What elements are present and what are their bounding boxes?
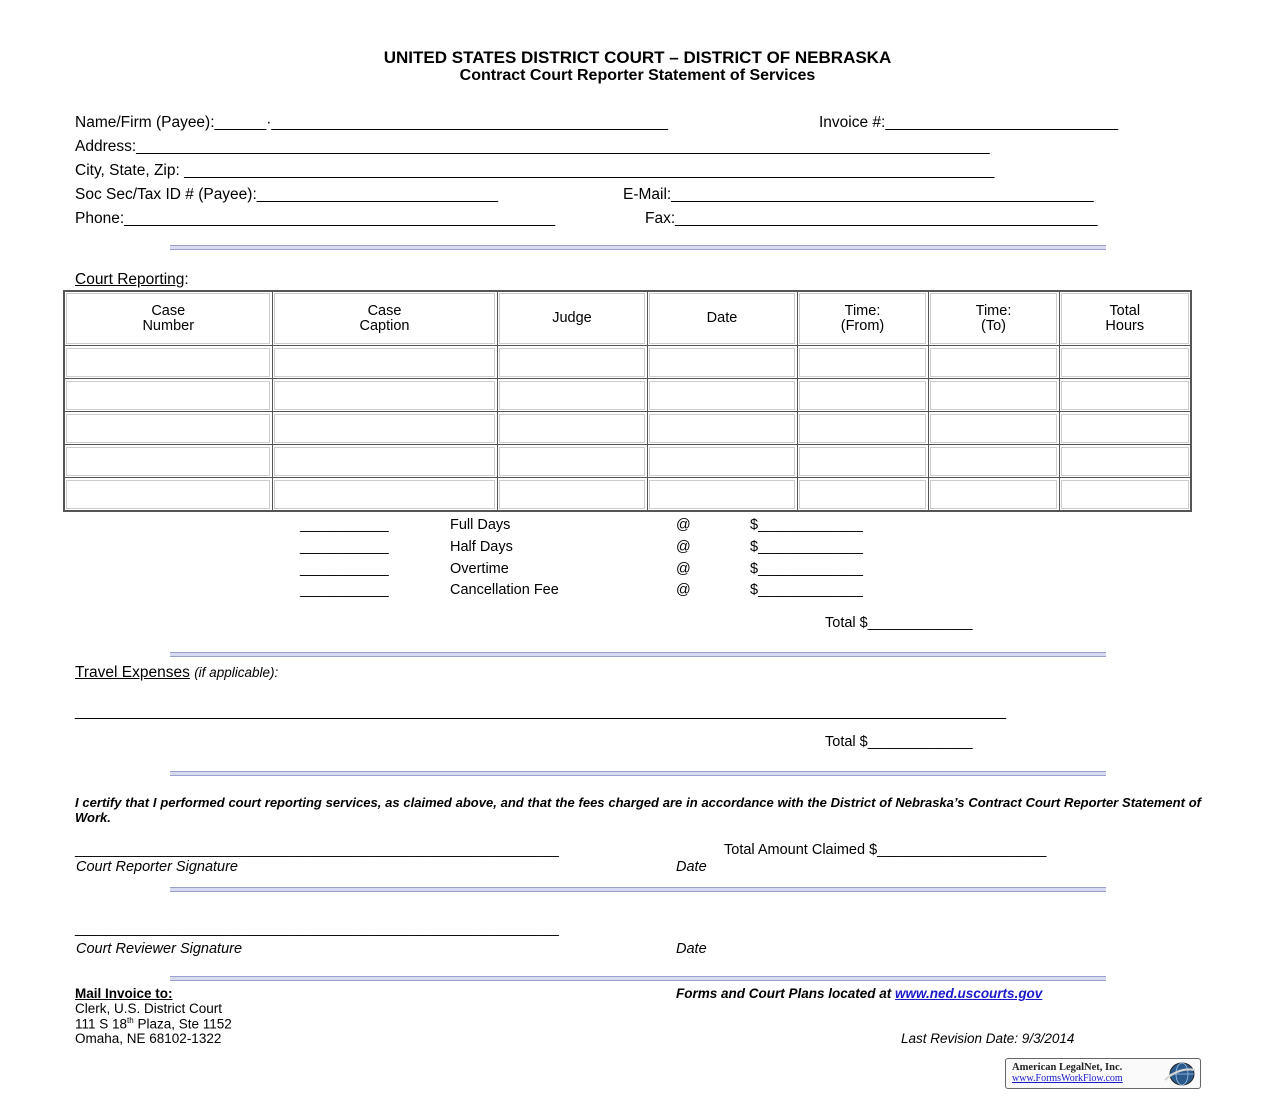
table-cell[interactable] — [1059, 379, 1191, 412]
at-sign: @ — [676, 582, 691, 598]
table-cell[interactable] — [647, 346, 797, 379]
table-cell[interactable] — [64, 412, 272, 445]
table-row — [64, 412, 1191, 445]
table-row — [64, 346, 1191, 379]
full-days-amount-field[interactable]: $_____________ — [750, 517, 863, 533]
at-sign: @ — [676, 539, 691, 555]
half-days-qty-field[interactable]: ___________ — [300, 539, 389, 555]
reviewer-signature-label: Court Reviewer Signature — [76, 941, 243, 957]
cancellation-fee-label: Cancellation Fee — [450, 582, 559, 598]
mail-invoice-heading: Mail Invoice to: — [75, 986, 173, 1001]
email-field[interactable]: E-Mail:_________________________________________________ — [623, 186, 1094, 203]
table-cell[interactable] — [647, 379, 797, 412]
half-days-amount-field[interactable]: $_____________ — [750, 539, 863, 555]
travel-total-field[interactable]: Total $_____________ — [825, 734, 973, 750]
total-amount-claimed-field[interactable]: Total Amount Claimed $_____________________ — [724, 842, 1047, 858]
table-cell[interactable] — [1059, 412, 1191, 445]
table-cell[interactable] — [272, 445, 497, 478]
col-total-hours: Total Hours — [1059, 291, 1191, 346]
table-cell[interactable] — [1059, 445, 1191, 478]
table-cell[interactable] — [497, 412, 647, 445]
full-days-label: Full Days — [450, 517, 511, 533]
cancellation-amount-field[interactable]: $_____________ — [750, 582, 863, 598]
table-cell[interactable] — [64, 478, 272, 512]
table-cell[interactable] — [272, 379, 497, 412]
table-cell[interactable] — [647, 478, 797, 512]
full-days-qty-field[interactable]: ___________ — [300, 517, 389, 533]
logo-company-name: American LegalNet, Inc. — [1012, 1062, 1123, 1073]
section-divider — [170, 887, 1106, 892]
address-field[interactable]: Address:___________________________________________________________________________________________________ — [75, 138, 990, 155]
col-case-caption: Case Caption — [272, 291, 497, 346]
logo-url: www.FormsWorkFlow.com — [1012, 1073, 1123, 1084]
table-cell[interactable] — [64, 379, 272, 412]
date-label: Date — [676, 859, 707, 875]
section-divider — [170, 652, 1106, 657]
revision-date: Last Revision Date: 9/3/2014 — [901, 1031, 1075, 1046]
table-cell[interactable] — [64, 346, 272, 379]
col-time-from: Time: (From) — [797, 291, 928, 346]
table-cell[interactable] — [272, 412, 497, 445]
overtime-qty-field[interactable]: ___________ — [300, 561, 389, 577]
section-divider — [170, 771, 1106, 776]
table-cell[interactable] — [497, 445, 647, 478]
phone-field[interactable]: Phone:__________________________________________________ — [75, 210, 556, 227]
court-reporting-total-field[interactable]: Total $_____________ — [825, 615, 973, 631]
court-website-link[interactable]: www.ned.uscourts.gov — [895, 986, 1043, 1001]
table-cell[interactable] — [497, 379, 647, 412]
travel-expenses-heading: Travel Expenses (if applicable): — [75, 664, 279, 681]
half-days-label: Half Days — [450, 539, 513, 555]
table-cell[interactable] — [797, 346, 928, 379]
table-cell[interactable] — [928, 412, 1059, 445]
table-cell[interactable] — [797, 445, 928, 478]
form-subtitle: Contract Court Reporter Statement of Services — [459, 67, 816, 84]
overtime-amount-field[interactable]: $_____________ — [750, 561, 863, 577]
mail-address-line-1: Clerk, U.S. District Court — [75, 1001, 223, 1016]
table-cell[interactable] — [797, 379, 928, 412]
col-time-to: Time: (To) — [928, 291, 1059, 346]
fax-field[interactable]: Fax:_________________________________________________ — [645, 210, 1098, 227]
table-cell[interactable] — [928, 478, 1059, 512]
table-cell[interactable] — [647, 412, 797, 445]
col-judge: Judge — [497, 291, 647, 346]
table-cell[interactable] — [497, 346, 647, 379]
table-cell[interactable] — [272, 346, 497, 379]
table-cell[interactable] — [928, 379, 1059, 412]
mail-address-line-3: Omaha, NE 68102-1322 — [75, 1031, 222, 1046]
table-cell[interactable] — [647, 445, 797, 478]
table-row — [64, 445, 1191, 478]
tax-id-field[interactable]: Soc Sec/Tax ID # (Payee):____________________________ — [75, 186, 499, 203]
court-reporting-heading: Court Reporting: — [75, 271, 189, 288]
section-divider — [170, 245, 1106, 250]
section-divider — [170, 976, 1106, 981]
table-row — [64, 478, 1191, 512]
table-cell[interactable] — [272, 478, 497, 512]
form-title: UNITED STATES DISTRICT COURT – DISTRICT OF NEBRASKA — [383, 48, 892, 67]
col-date: Date — [647, 291, 797, 346]
col-case-number: Case Number — [64, 291, 272, 346]
travel-expenses-line[interactable]: ____________________________________________________________________________________________________________ — [75, 703, 1006, 720]
table-header-row — [64, 291, 1191, 346]
at-sign: @ — [676, 517, 691, 533]
table-cell[interactable] — [928, 445, 1059, 478]
table-cell[interactable] — [497, 478, 647, 512]
table-cell[interactable] — [64, 445, 272, 478]
reporter-signature-line[interactable]: ____________________________________________________________ — [75, 842, 559, 858]
payee-name-field[interactable]: Name/Firm (Payee):______·______________________________________________ — [75, 114, 668, 131]
court-reporting-table — [63, 290, 1192, 512]
overtime-label: Overtime — [450, 561, 509, 577]
invoice-number-field[interactable]: Invoice #:___________________________ — [819, 114, 1119, 131]
table-cell[interactable] — [797, 412, 928, 445]
certification-text: I certify that I performed court reporting services, as claimed above, and that the fees charged are in accordance with the District of Nebraska’s Contract Court Reporter Statement of Work. — [75, 795, 1201, 825]
reviewer-signature-line[interactable]: ____________________________________________________________ — [75, 921, 559, 937]
table-row — [64, 379, 1191, 412]
city-state-zip-field[interactable]: City, State, Zip: ______________________________________________________________________________________________ — [75, 162, 995, 179]
american-legalnet-logo[interactable] — [1005, 1058, 1201, 1089]
forms-location-text: Forms and Court Plans located at www.ned.uscourts.gov — [676, 986, 1043, 1001]
globe-icon — [1163, 1061, 1197, 1087]
table-cell[interactable] — [1059, 346, 1191, 379]
at-sign: @ — [676, 561, 691, 577]
date-label: Date — [676, 941, 707, 957]
mail-address-line-2: 111 S 18th Plaza, Ste 1152 — [75, 1016, 232, 1032]
table-cell[interactable] — [1059, 478, 1191, 512]
table-cell[interactable] — [797, 478, 928, 512]
cancellation-qty-field[interactable]: ___________ — [300, 582, 389, 598]
table-cell[interactable] — [928, 346, 1059, 379]
reporter-signature-label: Court Reporter Signature — [76, 859, 238, 875]
